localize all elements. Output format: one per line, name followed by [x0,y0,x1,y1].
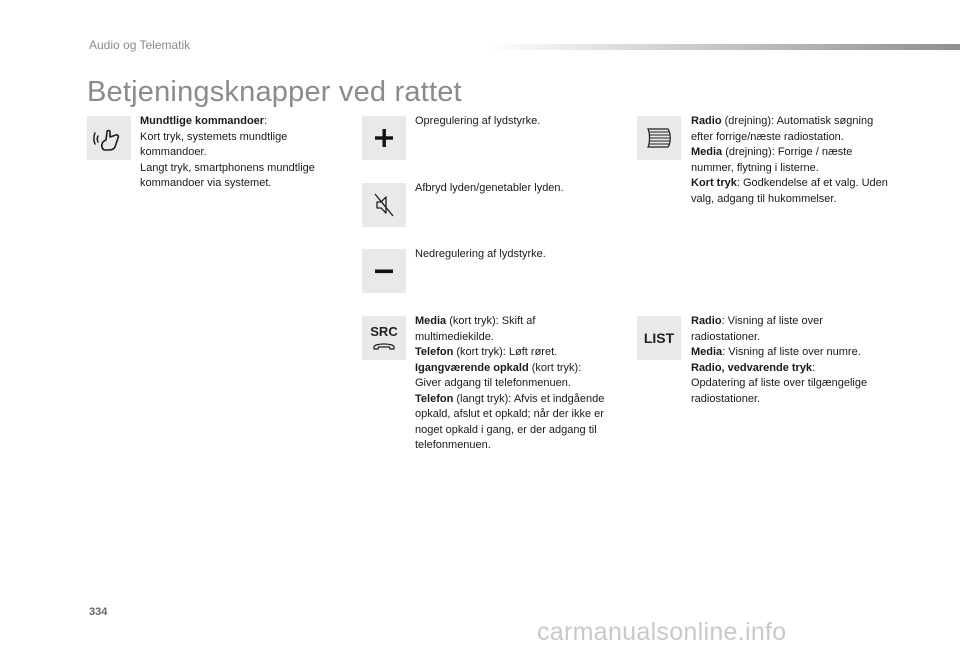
page-number: 334 [89,606,108,618]
voice-command-icon [87,116,131,160]
volume-down-icon [362,249,406,293]
desc-line: Media (drejning): Forrige / næste nummer, flytning i listerne. [691,146,853,174]
page-title: Betjeningsknapper ved rattet [87,76,462,108]
mute-icon [362,183,406,227]
desc-line: Telefon (kort tryk): Løft røret. [415,346,558,358]
list-button [637,316,681,360]
src-phone-button [362,316,406,360]
desc-line: Mundtlige kommandoer: [140,115,268,127]
list-description [691,314,891,407]
desc-line: Opregulering af lydstyrke. [415,115,541,127]
desc-line: Nedregulering af lydstyrke. [415,248,546,260]
section-label: Audio og Telematik [89,38,191,52]
thumbwheel-description [691,114,896,207]
volume-down-description [415,247,615,263]
desc-line: Kort tryk, systemets mundtlige kommandoer. [140,130,288,158]
src-phone-description [415,314,610,454]
header-decorative-bar [488,44,960,50]
list-icon: LIST [643,330,675,346]
desc-line: Igangværende opkald (kort tryk): Giver adgang til telefonmenuen. [415,361,582,389]
thumbwheel-icon [637,116,681,160]
thumbwheel-button [637,116,681,160]
desc-line: Media: Visning af liste over numre. [691,346,861,358]
volume-up-description [415,114,615,130]
volume-up-button [362,116,406,160]
watermark: carmanualsonline.info [537,618,787,646]
mute-description [415,181,615,197]
desc-line: Telefon (langt tryk): Afvis et indgående opkald, afslut et opkald; når der ikke er noget opkald i gang, er der adgang til telefonmenuen. [415,392,605,451]
volume-down-button [362,249,406,293]
desc-line: Radio, vedvarende tryk: [691,361,816,374]
desc-line: Radio (drejning): Automatisk søgning efter forrige/næste radiostation. [691,115,874,143]
desc-line: Afbryd lyden/genetabler lyden. [415,182,564,194]
desc-line: Kort tryk: Godkendelse af et valg. Uden valg, adgang til hukommelser. [691,177,888,205]
desc-line: Opdatering af liste over tilgængelige radiostationer. [691,377,868,405]
desc-line: Langt tryk, smartphonens mundtlige kommandoer via systemet. [140,161,315,189]
voice-command-button [87,116,131,160]
desc-line: Media (kort tryk): Skift af multimediekilde. [415,315,536,343]
src-label: SRC [370,323,398,339]
voice-command-description [140,114,340,192]
volume-up-icon [362,116,406,160]
mute-button [362,183,406,227]
phone-handset-icon [362,316,406,360]
desc-line: Radio: Visning af liste over radiostationer. [691,315,823,343]
